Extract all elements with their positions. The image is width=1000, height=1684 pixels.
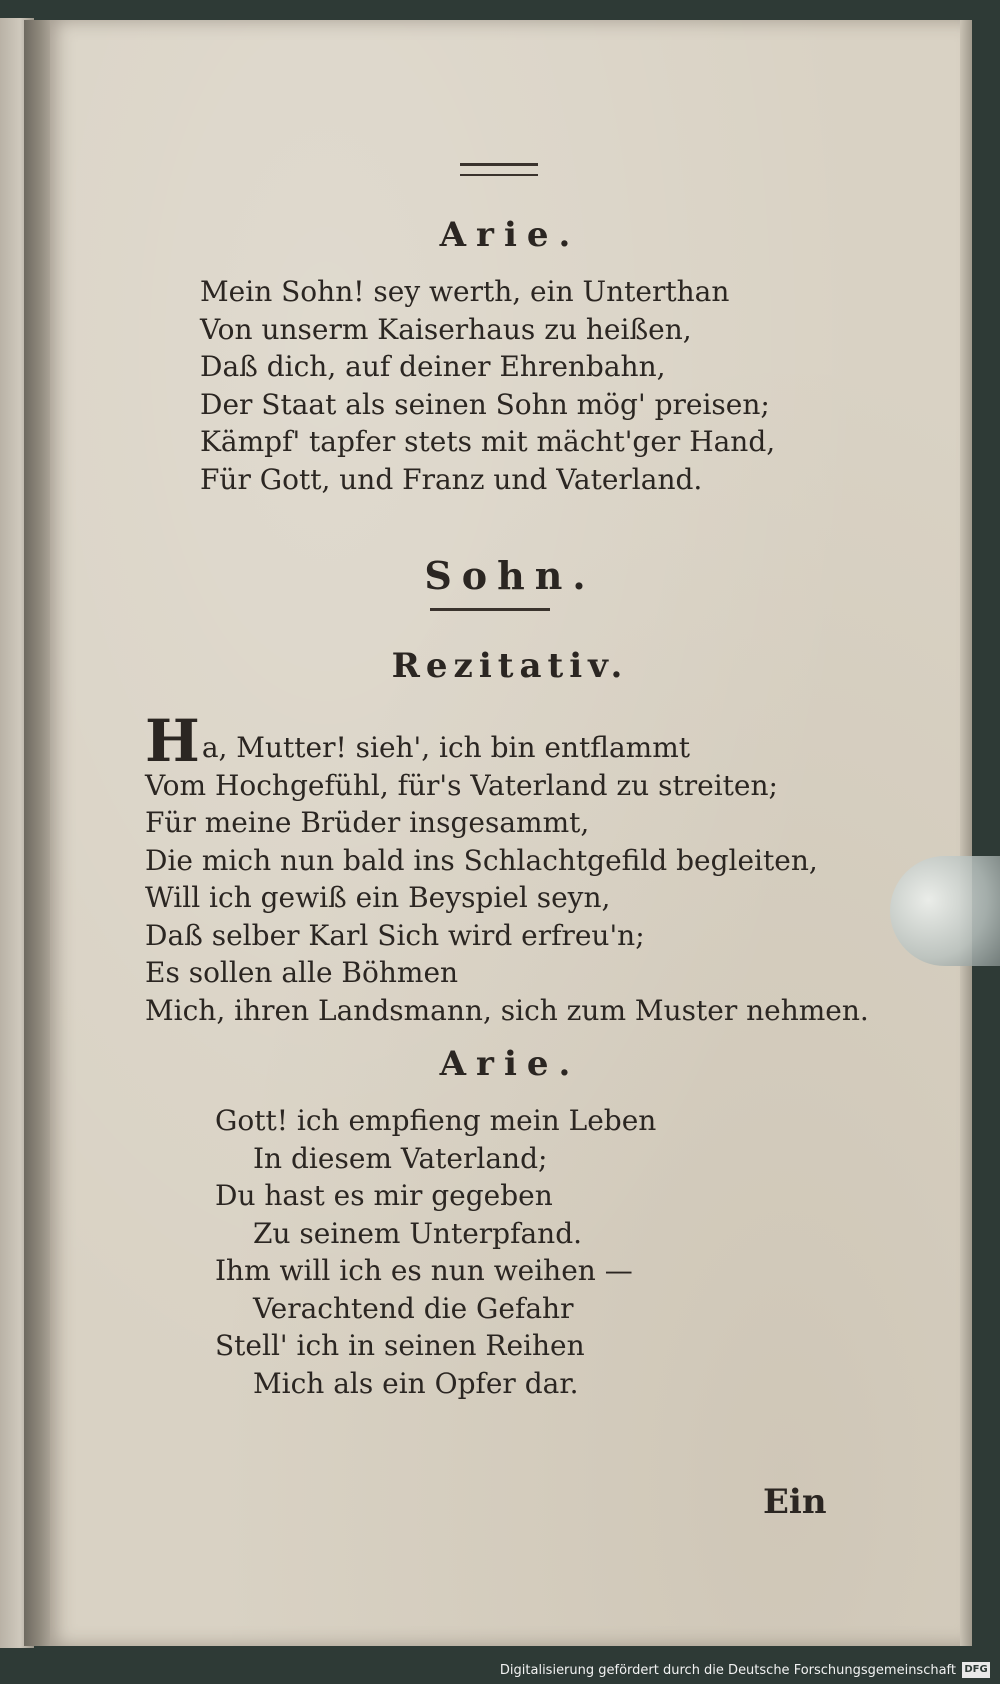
verse-line: Mich, ihren Landsmann, sich zum Muster nehmen.: [145, 993, 869, 1027]
aria-verse-2: [215, 1102, 656, 1402]
verse-line: Ihm will ich es nun weihen —: [215, 1254, 633, 1287]
aria-verse-1: [200, 273, 775, 498]
verse-line: Mich als ein Opfer dar.: [253, 1366, 579, 1400]
book-page: [50, 20, 970, 1646]
verse-line: Von unserm Kaiserhaus zu heißen,: [200, 312, 692, 346]
dfg-logo-icon: DFG: [962, 1662, 990, 1678]
verse-line-first: [145, 707, 869, 775]
catchword: Ein: [763, 1482, 827, 1522]
verse-line: Die mich nun bald ins Schlachtgefild begleiten,: [145, 843, 818, 877]
aria-heading-1: Arie.: [439, 215, 581, 255]
header-ornament: [460, 163, 538, 176]
verse-line: a, Mutter! sieh', ich bin entflammt: [201, 731, 691, 764]
verse-line: Vom Hochgefühl, für's Vaterland zu streiten;: [145, 768, 778, 802]
verse-line: Gott! ich empfieng mein Leben: [215, 1104, 657, 1137]
verse-line: Will ich gewiß ein Beyspiel seyn,: [145, 881, 611, 914]
verse-line: Kämpf' tapfer stets mit mächt'ger Hand,: [200, 425, 776, 458]
verse-line: Mein Sohn! sey werth, ein Unterthan: [200, 275, 730, 308]
verse-line: In diesem Vaterland;: [253, 1141, 548, 1175]
drop-cap: H: [145, 707, 200, 775]
aria-heading-2: Arie.: [439, 1044, 581, 1084]
verse-line: Zu seinem Unterpfand.: [253, 1216, 583, 1250]
verse-line: Daß selber Karl Sich wird erfreu'n;: [145, 918, 645, 952]
page-edge: [960, 20, 972, 1646]
verse-line: Daß dich, auf deiner Ehrenbahn,: [200, 350, 666, 383]
recitative-verse: [145, 707, 869, 1029]
speaker-heading: Sohn.: [424, 553, 596, 598]
section-rule: [430, 608, 550, 611]
verse-line: Für Gott, und Franz und Vaterland.: [200, 462, 703, 496]
verse-line: Für meine Brüder insgesammt,: [145, 806, 590, 839]
verse-line: Der Staat als seinen Sohn mög' preisen;: [200, 387, 770, 421]
verse-line: Du hast es mir gegeben: [215, 1179, 553, 1212]
verse-line: Verachtend die Gefahr: [253, 1291, 574, 1325]
page-clip: [890, 856, 1000, 966]
verse-line: Stell' ich in seinen Reihen: [215, 1329, 585, 1362]
funding-credit: Digitalisierung gefördert durch die Deutsche Forschungsgemeinschaft: [499, 1663, 956, 1678]
verse-line: Es sollen alle Böhmen: [145, 956, 459, 989]
recitative-heading: Rezitativ.: [391, 646, 629, 686]
